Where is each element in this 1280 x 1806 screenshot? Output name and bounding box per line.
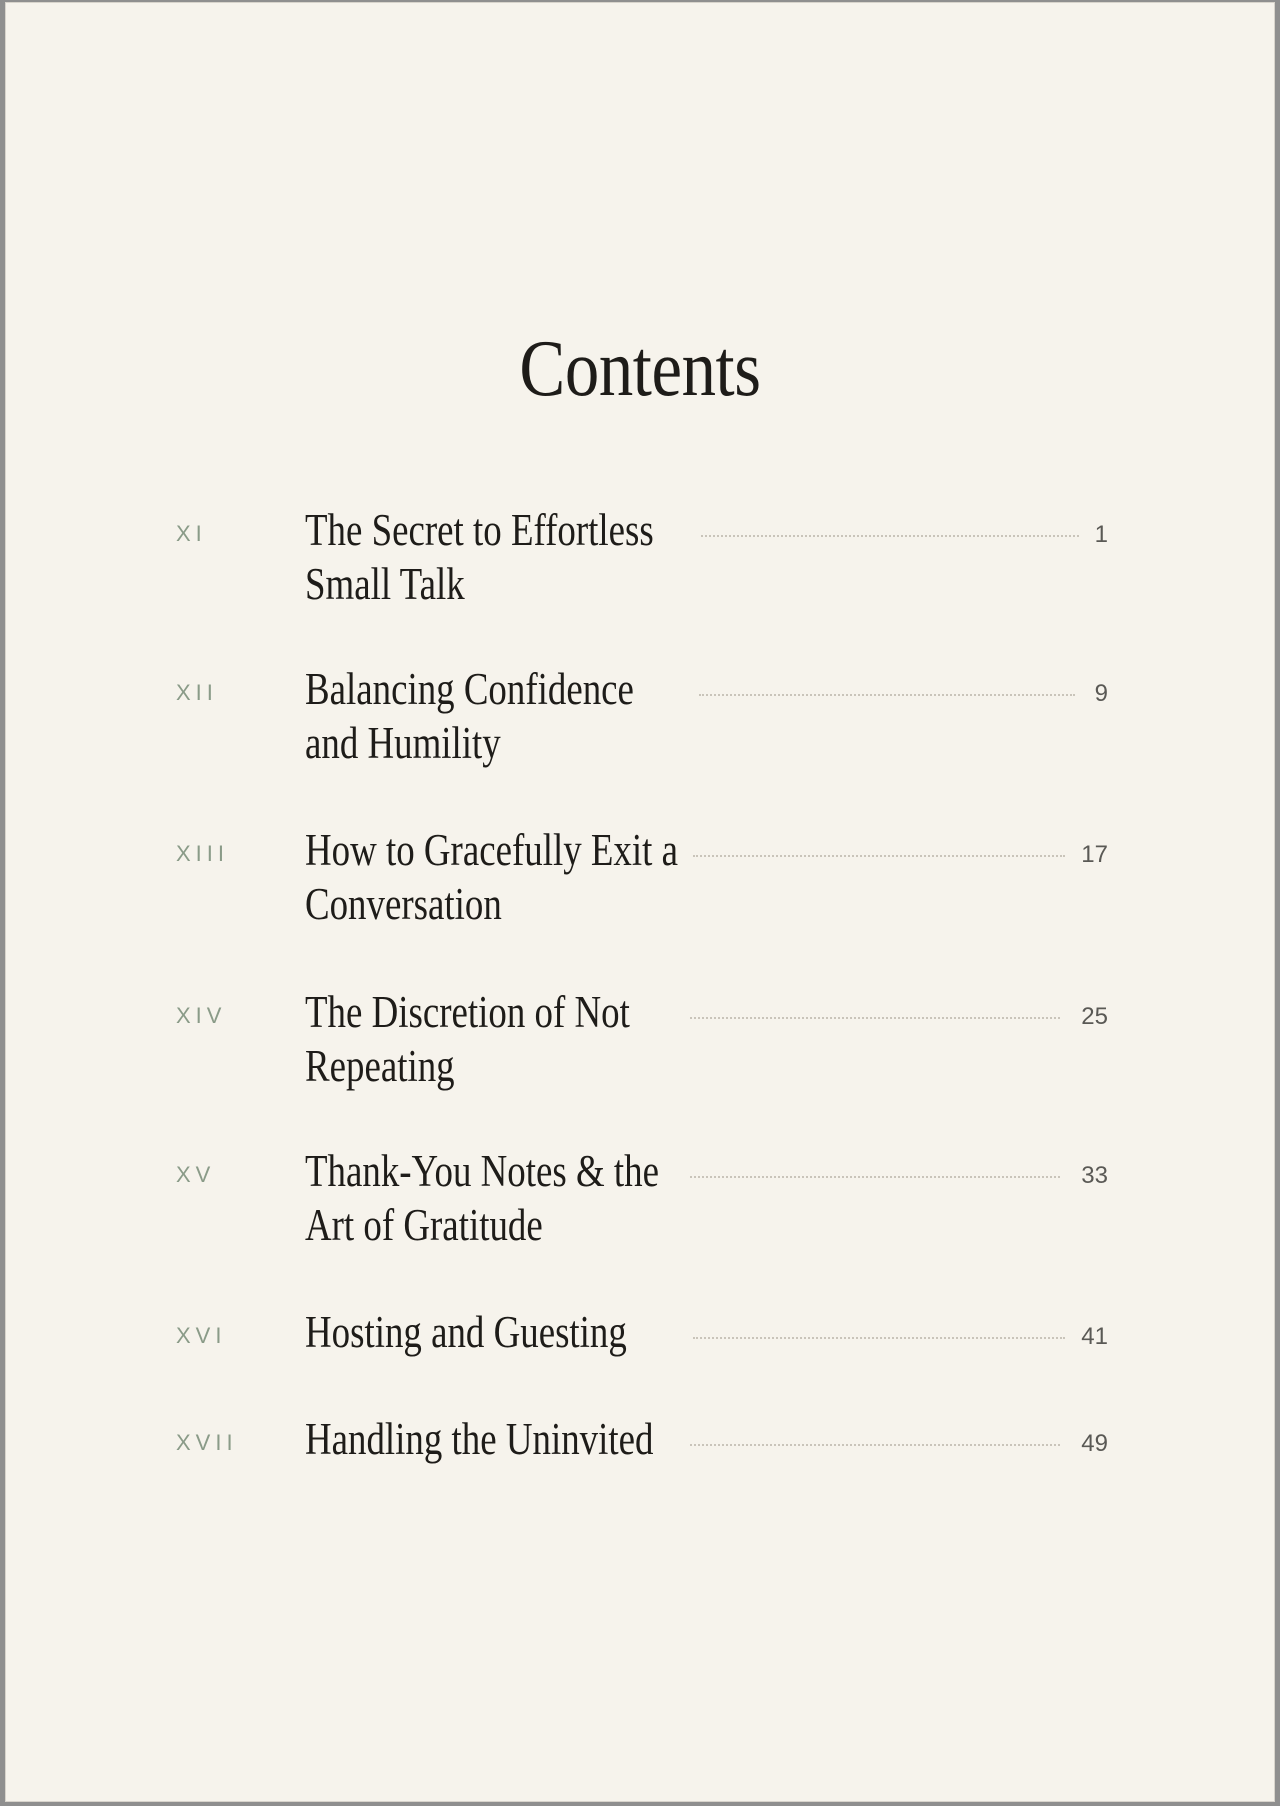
dot-leader	[693, 855, 1065, 857]
chapter-title: Handling the Uninvited	[305, 1414, 654, 1464]
chapter-title: Balancing Confidence and Humility	[305, 664, 634, 768]
dot-leader	[690, 1017, 1060, 1019]
toc-entry[interactable]	[6, 662, 1276, 772]
toc-entry[interactable]	[6, 1305, 1276, 1415]
toc-entry[interactable]	[6, 823, 1276, 933]
dot-leader	[701, 535, 1079, 537]
document-page	[5, 2, 1275, 1802]
page-number: 33	[1081, 1162, 1108, 1189]
chapter-numeral: XII	[176, 680, 218, 705]
chapter-numeral: XVI	[176, 1323, 227, 1348]
dot-leader	[690, 1444, 1060, 1446]
toc-entry[interactable]	[6, 985, 1276, 1095]
page-number: 17	[1081, 841, 1108, 868]
chapter-numeral: XIV	[176, 1003, 227, 1028]
page-number: 9	[1094, 680, 1108, 707]
dot-leader	[690, 1176, 1060, 1178]
chapter-title: The Discretion of Not Repeating	[305, 987, 630, 1091]
page-number: 1	[1094, 521, 1108, 548]
chapter-title: The Secret to Effortless Small Talk	[305, 505, 654, 609]
chapter-numeral: XV	[176, 1162, 216, 1187]
chapter-title: Hosting and Guesting	[305, 1307, 627, 1357]
page-title: Contents	[519, 325, 761, 413]
page-number: 49	[1081, 1430, 1108, 1457]
dot-leader	[693, 1337, 1065, 1339]
chapter-title: Thank-You Notes & the Art of Gratitude	[305, 1146, 659, 1250]
toc-entry[interactable]	[6, 1144, 1276, 1254]
toc-entry[interactable]	[6, 503, 1276, 613]
chapter-numeral: XI	[176, 521, 207, 546]
toc-entry[interactable]	[6, 1412, 1276, 1522]
page-number: 25	[1081, 1003, 1108, 1030]
dot-leader	[699, 694, 1075, 696]
chapter-numeral: XVII	[176, 1430, 238, 1455]
chapter-title: How to Gracefully Exit a Conversation	[305, 825, 678, 929]
page-number: 41	[1081, 1323, 1108, 1350]
chapter-numeral: XIII	[176, 841, 230, 866]
